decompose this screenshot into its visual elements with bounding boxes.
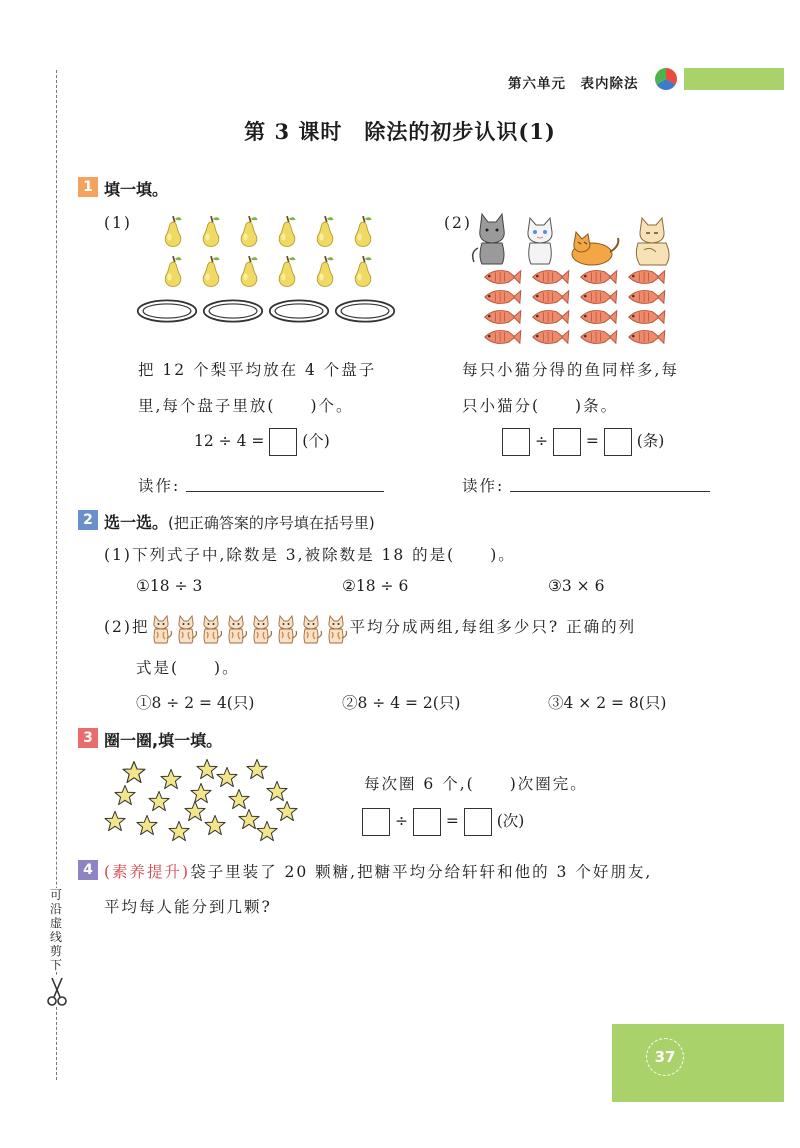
section-1-badge: 1 bbox=[78, 177, 98, 197]
q1-read-line[interactable] bbox=[186, 491, 384, 492]
cats-and-fish-image bbox=[470, 208, 680, 346]
s2-q2-option-1[interactable]: ①8 ÷ 2 = 4(只) bbox=[136, 694, 255, 712]
stars-group-image bbox=[100, 756, 304, 846]
cat-icon bbox=[274, 614, 298, 644]
cat-icon bbox=[224, 614, 248, 644]
s4-tag: (素养提升) bbox=[104, 863, 191, 881]
page-title: 第 3 课时 除法的初步认识(1) bbox=[244, 119, 556, 144]
q1-text-line2: 里,每个盘子里放( )个。 bbox=[138, 397, 354, 415]
cat-icon bbox=[324, 614, 348, 644]
q2-equation: ÷ = (条) bbox=[502, 426, 664, 456]
s4-line1: (素养提升)袋子里装了 20 颗糖,把糖平均分给轩轩和他的 3 个好朋友, bbox=[104, 863, 653, 881]
s3-equation: ÷ = (次) bbox=[362, 806, 524, 836]
s2-q1-option-2[interactable]: ②18 ÷ 6 bbox=[342, 577, 409, 595]
header-green-bar bbox=[684, 68, 784, 90]
section-2-badge: 2 bbox=[78, 510, 98, 530]
s4-line2: 平均每人能分到几颗? bbox=[104, 898, 272, 916]
s3-text: 每次圈 6 个,( )次圈完。 bbox=[364, 775, 588, 793]
q2-dividend-box[interactable] bbox=[502, 428, 530, 456]
s2-q2-option-3[interactable]: ③4 × 2 = 8(只) bbox=[548, 694, 667, 712]
s2-q2-line1: (2)把 平均分成两组,每组多少只? 正确的列 bbox=[104, 612, 636, 642]
cut-instruction: 可 沿 虚 线 剪 下 bbox=[46, 888, 66, 972]
s2-q1-option-3[interactable]: ③3 × 6 bbox=[548, 577, 605, 595]
s3-dividend-box[interactable] bbox=[362, 808, 390, 836]
cat-icon bbox=[473, 214, 505, 264]
cat-icon bbox=[199, 614, 223, 644]
section-3-badge: 3 bbox=[78, 728, 98, 748]
page-number: 37 bbox=[646, 1038, 684, 1076]
footer-green-block bbox=[612, 1024, 784, 1102]
s2-q2-option-2[interactable]: ②8 ÷ 4 = 2(只) bbox=[342, 694, 461, 712]
s2-q1-text: (1)下列式子中,除数是 3,被除数是 18 的是( )。 bbox=[104, 546, 516, 564]
q2-divisor-box[interactable] bbox=[553, 428, 581, 456]
section-4-badge: 4 bbox=[78, 860, 98, 880]
q2-text-line2: 只小猫分( )条。 bbox=[462, 397, 619, 415]
q1-equation: 12 ÷ 4 = (个) bbox=[194, 426, 330, 456]
section-2-heading: 选一选。(把正确答案的序号填在括号里) bbox=[104, 513, 375, 532]
q1-read-label: 读作: bbox=[138, 477, 181, 495]
scissors-icon bbox=[44, 976, 70, 1006]
unit-header: 第六单元 表内除法 bbox=[508, 76, 639, 92]
s2-q2-line2: 式是( )。 bbox=[136, 659, 240, 677]
s3-quotient-box[interactable] bbox=[464, 808, 492, 836]
s3-divisor-box[interactable] bbox=[413, 808, 441, 836]
cat-icon bbox=[174, 614, 198, 644]
cat-icon bbox=[149, 614, 173, 644]
cat-icon bbox=[299, 614, 323, 644]
color-ball-icon bbox=[655, 68, 677, 90]
q2-text-line1: 每只小猫分得的鱼同样多,每 bbox=[462, 361, 679, 379]
q1-answer-box[interactable] bbox=[269, 428, 297, 456]
q2-read-label: 读作: bbox=[462, 477, 505, 495]
cats-row-image bbox=[149, 613, 349, 644]
q1-label: (1) bbox=[104, 214, 132, 232]
s2-q1-option-1[interactable]: ①18 ÷ 3 bbox=[136, 577, 203, 595]
pears-on-plates-image bbox=[134, 210, 400, 334]
q2-quotient-box[interactable] bbox=[604, 428, 632, 456]
q2-read-line[interactable] bbox=[510, 491, 710, 492]
cat-icon bbox=[249, 614, 273, 644]
q1-text-line1: 把 12 个梨平均放在 4 个盘子 bbox=[138, 361, 377, 379]
section-3-heading: 圈一圈,填一填。 bbox=[104, 731, 223, 750]
section-1-heading: 填一填。 bbox=[104, 180, 169, 199]
q2-label: (2) bbox=[444, 214, 472, 232]
